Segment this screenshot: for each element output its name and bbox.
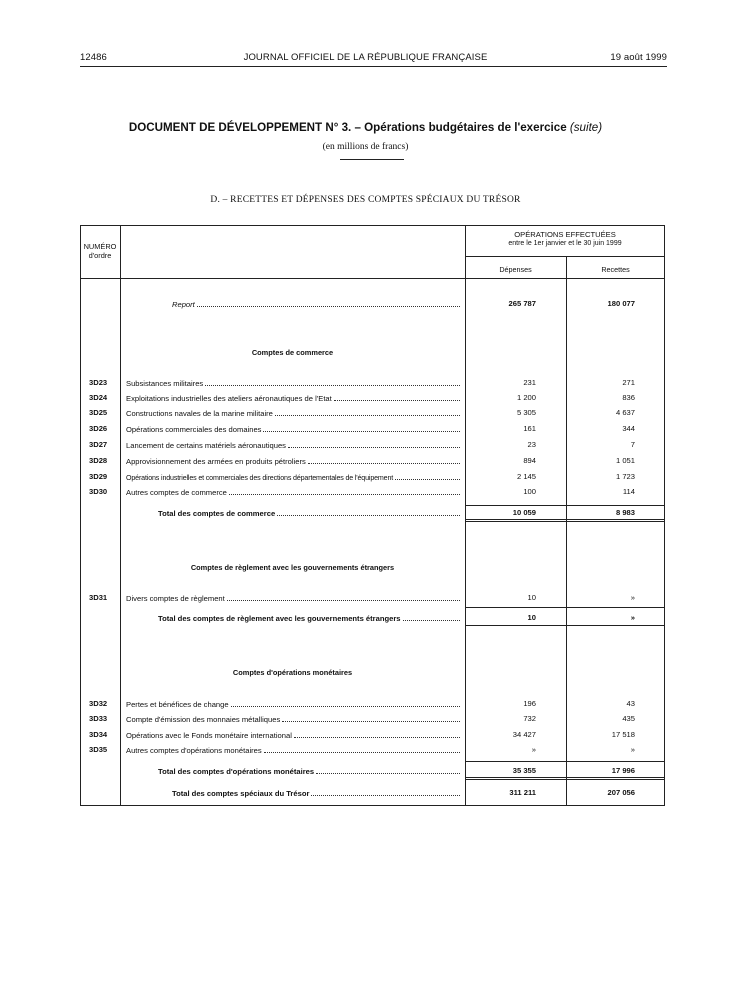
unit-note: (en millions de francs) (322, 142, 409, 152)
publication-date: 19 août 1999 (610, 52, 667, 63)
row-label-text: Lancement de certains matériels aéronautiques (126, 441, 286, 450)
table-row (80, 378, 665, 392)
row-depenses: 1 200 (516, 393, 536, 402)
group-title-commerce: Comptes de commerce (251, 348, 334, 357)
table-header-bottom-rule (80, 278, 665, 279)
row-recettes: 271 (622, 378, 635, 387)
row-label-text: Approvisionnement des armées en produits pétroliers (126, 457, 306, 466)
table-row (80, 730, 665, 744)
document-title (0, 121, 731, 134)
page-number: 12486 (80, 52, 107, 63)
row-label (126, 487, 460, 497)
row-recettes: 344 (622, 424, 635, 433)
group-title-reglement: Comptes de règlement avec les gouvernements étrangers (190, 563, 395, 572)
total-rule-reglement-top (465, 607, 665, 608)
total-label-text: Total des comptes d'opérations monétaires (158, 767, 315, 776)
table-row (80, 714, 665, 728)
grand-total-depenses: 311 211 (509, 788, 536, 797)
total-depenses: 10 (527, 613, 536, 622)
table-row (80, 472, 665, 486)
journal-name: JOURNAL OFFICIEL DE LA RÉPUBLIQUE FRANÇAISE (243, 52, 488, 63)
row-label-text: Subsistances militaires (126, 379, 204, 388)
row-label (126, 745, 460, 755)
total-depenses: 10 059 (512, 508, 536, 517)
leader-dots (282, 714, 460, 722)
row-label-text: Compte d'émission des monnaies métalliques (126, 715, 281, 724)
row-depenses: » (531, 745, 536, 754)
row-code: 3D23 (89, 378, 108, 387)
row-label-text: Autres comptes de commerce (126, 488, 227, 497)
row-recettes: 435 (622, 714, 635, 723)
total-depenses: 35 355 (512, 766, 536, 775)
grand-total-label-text: Total des comptes spéciaux du Trésor (172, 789, 310, 798)
leader-dots (205, 378, 460, 386)
row-code: 3D27 (89, 440, 108, 449)
row-depenses: 100 (523, 487, 536, 496)
table-row (80, 408, 665, 422)
table-row (80, 456, 665, 470)
row-depenses: 732 (523, 714, 536, 723)
row-label (126, 456, 460, 466)
column-header-number (80, 242, 120, 260)
row-label (126, 393, 460, 403)
row-label (126, 378, 460, 388)
grand-total-label (172, 788, 460, 798)
row-code: 3D33 (89, 714, 108, 723)
report-label (172, 299, 460, 309)
report-row (80, 299, 665, 313)
row-depenses: 196 (523, 699, 536, 708)
row-depenses: 894 (523, 456, 536, 465)
row-label (126, 440, 460, 450)
subtitle-divider (340, 159, 404, 160)
row-label (126, 714, 460, 724)
leader-dots (275, 408, 460, 416)
leader-dots (311, 788, 460, 796)
row-label-text: Constructions navales de la marine militaire (126, 409, 273, 418)
column-header-number-line1: NUMÉRO (83, 242, 117, 251)
grand-total-row (80, 788, 665, 802)
row-code: 3D30 (89, 487, 108, 496)
table-row (80, 440, 665, 454)
column-header-depenses: Dépenses (499, 265, 532, 274)
row-depenses: 2 145 (516, 472, 536, 481)
leader-dots (263, 424, 460, 432)
total-rule-monetaires-top (465, 761, 665, 762)
total-recettes: 8 983 (615, 508, 635, 517)
row-label (126, 699, 460, 709)
row-code: 3D24 (89, 393, 108, 402)
total-row (80, 766, 665, 780)
total-label (158, 766, 460, 776)
row-code: 3D25 (89, 408, 108, 417)
row-label-text: Exploitations industrielles des ateliers aéronautiques de l'Etat (126, 394, 332, 403)
grand-total-recettes: 207 056 (607, 788, 635, 797)
leader-dots (264, 745, 460, 753)
row-label-text: Opérations commerciales des domaines (126, 425, 262, 434)
row-code: 3D28 (89, 456, 108, 465)
row-label (126, 472, 460, 482)
leader-dots (334, 393, 460, 401)
group-title-monetaires: Comptes d'opérations monétaires (232, 668, 353, 677)
report-label-text: Report (172, 300, 195, 309)
row-recettes: » (630, 745, 635, 754)
row-label-text: Opérations industrielles et commerciales des directions départementales de l'équipement (126, 474, 394, 482)
document-title-suffix: (suite) (569, 121, 603, 134)
row-recettes: 43 (626, 699, 635, 708)
table-row (80, 393, 665, 407)
table-row (80, 745, 665, 759)
report-depenses: 265 787 (508, 299, 536, 308)
leader-dots (395, 472, 460, 480)
leader-dots (229, 487, 460, 495)
row-recettes: » (630, 593, 635, 602)
header-divider (80, 66, 667, 67)
leader-dots (231, 699, 460, 707)
row-depenses: 10 (527, 593, 536, 602)
row-label (126, 424, 460, 434)
row-code: 3D29 (89, 472, 108, 481)
total-label-text: Total des comptes de commerce (158, 509, 276, 518)
column-header-recettes: Recettes (601, 265, 630, 274)
row-depenses: 161 (523, 424, 536, 433)
row-code: 3D34 (89, 730, 108, 739)
column-header-number-line2: d'ordre (88, 251, 112, 260)
row-recettes: 114 (622, 487, 635, 496)
total-label (158, 508, 460, 518)
document-title-text: DOCUMENT DE DÉVELOPPEMENT N° 3. – Opérations budgétaires de l'exercice (128, 121, 567, 134)
total-row (80, 508, 665, 522)
row-recettes: 4 637 (615, 408, 635, 417)
leader-dots (403, 613, 460, 621)
row-label-text: Pertes et bénéfices de change (126, 700, 229, 709)
row-recettes: 1 723 (615, 472, 635, 481)
total-recettes: 17 996 (611, 766, 635, 775)
total-label-text: Total des comptes de règlement avec les gouvernements étrangers (158, 614, 401, 623)
row-label (126, 593, 460, 603)
table-row (80, 699, 665, 713)
leader-dots (308, 456, 460, 464)
row-label-text: Opérations avec le Fonds monétaire international (126, 731, 292, 740)
column-header-operations-title: OPÉRATIONS EFFECTUÉES (514, 230, 616, 239)
row-code: 3D31 (89, 593, 108, 602)
row-recettes: 836 (622, 393, 635, 402)
row-code: 3D26 (89, 424, 108, 433)
table-row (80, 424, 665, 438)
table-header-rule (465, 256, 665, 257)
row-label-text: Divers comptes de règlement (126, 594, 225, 603)
total-rule-commerce-top (465, 505, 665, 506)
total-label (158, 613, 460, 623)
total-row (80, 613, 665, 627)
leader-dots (294, 730, 460, 738)
row-recettes: 7 (630, 440, 635, 449)
column-header-operations-period: entre le 1er janvier et le 30 juin 1999 (508, 239, 622, 247)
report-recettes: 180 077 (607, 299, 635, 308)
column-header-operations (465, 231, 665, 248)
leader-dots (316, 766, 460, 774)
leader-dots (227, 593, 460, 601)
leader-dots (197, 299, 460, 307)
row-code: 3D35 (89, 745, 108, 754)
row-depenses: 5 305 (516, 408, 536, 417)
row-depenses: 23 (527, 440, 536, 449)
row-recettes: 17 518 (611, 730, 635, 739)
leader-dots (288, 440, 460, 448)
row-code: 3D32 (89, 699, 108, 708)
section-title: D. – RECETTES ET DÉPENSES DES COMPTES SPÉCIAUX DU TRÉSOR (210, 195, 521, 205)
total-recettes: » (630, 613, 635, 622)
leader-dots (277, 508, 460, 516)
table-row (80, 487, 665, 501)
row-depenses: 231 (523, 378, 536, 387)
row-recettes: 1 051 (615, 456, 635, 465)
row-label (126, 730, 460, 740)
row-label (126, 408, 460, 418)
row-depenses: 34 427 (512, 730, 536, 739)
table-row (80, 593, 665, 607)
row-label-text: Autres comptes d'opérations monétaires (126, 746, 262, 755)
